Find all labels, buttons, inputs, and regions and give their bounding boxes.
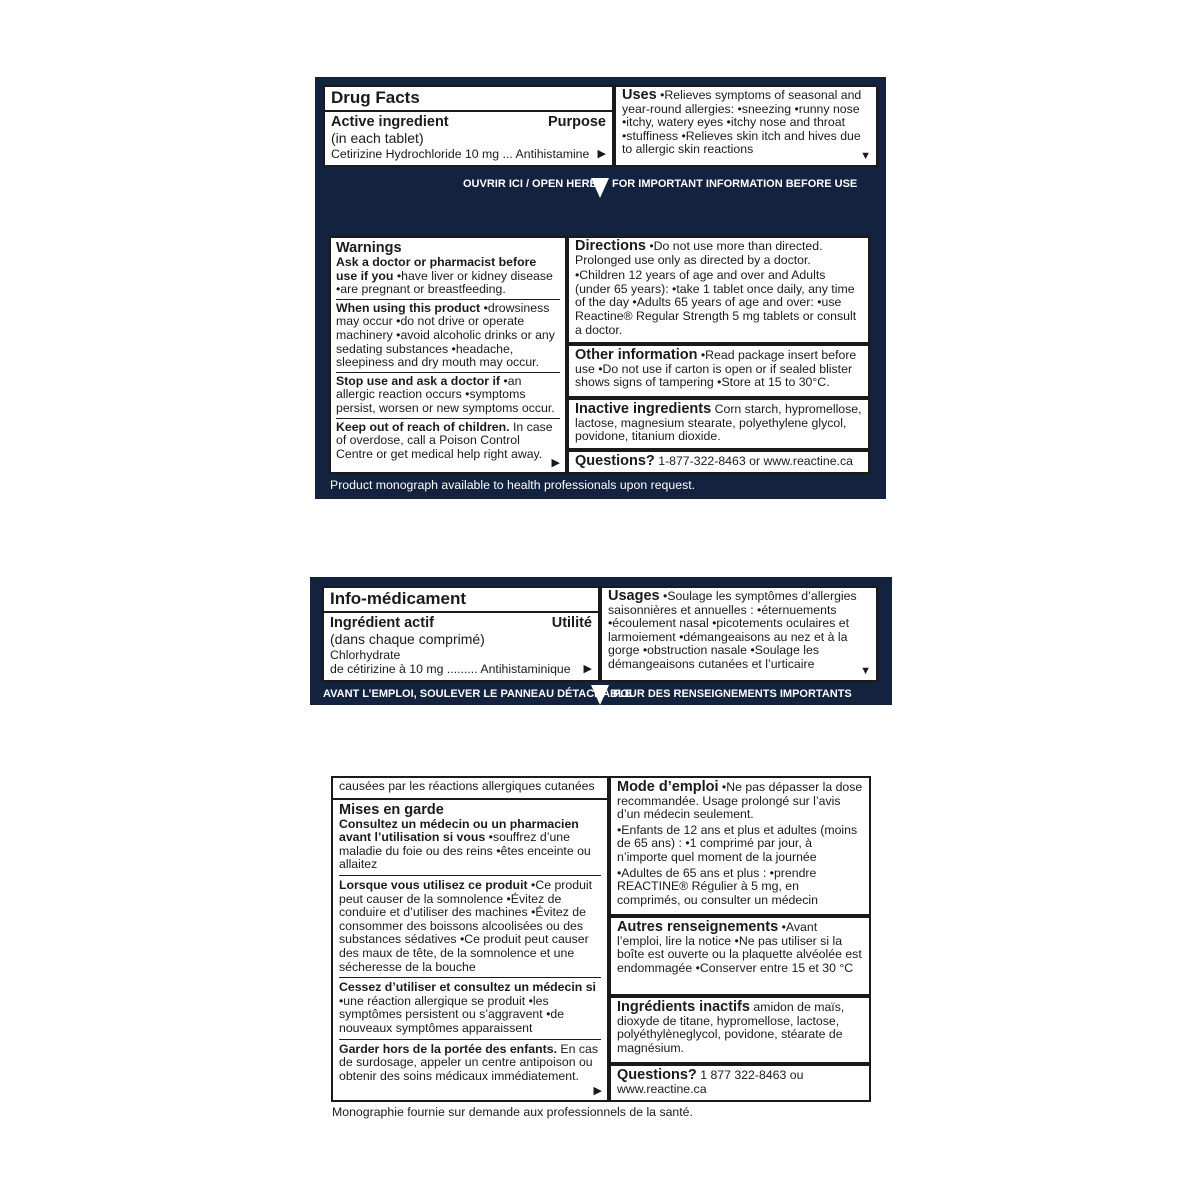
- autres-text: •Avant l’emploi, lire la notice •Ne pas utiliser si la boîte est ouverte ou la plaquette alvéolée est endommagée •Conserver entre 15 et 30 °C: [617, 920, 862, 975]
- lorsque-section: Lorsque vous utilisez ce produit •Ce produit peut causer de la somnolence •Évitez de conduire et d’utiliser des machines •Évitez de consommer des boissons alcoolisées ou des substances sédatives •Ce produit peut causer des maux de tête, de la somnolence et une sécheresse de la bouche: [339, 875, 601, 977]
- mises-en-garde-box: [331, 776, 609, 1102]
- inactive-text: Corn starch, hypromellose, lactose, magnesium stearate, polyethylene glycol, povidone, titanium dioxide.: [575, 402, 862, 444]
- uses-text: •Relieves symptoms of seasonal and year-round allergies: •sneezing •runny nose •itchy, watery eyes •itchy nose and throat •stuffiness •Relieves skin itch and hives due to allergic skin reactions: [622, 88, 862, 157]
- garder-section: Garder hors de la portée des enfants. En cas de surdosage, appeler un centre antipoison ou obtenir des soins médicaux immédiatement.: [339, 1039, 601, 1087]
- usages-box: [600, 586, 878, 682]
- arrow-down-icon: ▼: [860, 665, 871, 677]
- usages-title: Usages: [608, 588, 660, 604]
- banner-renseignements: POUR DES RENSEIGNEMENTS IMPORTANTS: [613, 688, 852, 700]
- ingredients-inactifs-text: amidon de maïs, dioxyde de titane, hypromellose, lactose, polyéthylèneglycol, povidone, stéarate de magnésium.: [617, 1000, 845, 1055]
- info-medicament-title: Info-médicament: [324, 588, 598, 613]
- arrow-right-icon: ▶: [593, 1085, 602, 1097]
- usages-text: •Soulage les symptômes d’allergies saisonnières et annuelles : •éternuements •écoulement nasal •picotements oculaires et larmoiement •démangeaisons au nez et à la gorge •obstruction nasale •Soulage les démangeaisons cutanées et l’urticaire: [608, 589, 857, 671]
- inactive-title: Inactive ingredients: [575, 401, 712, 417]
- ingredient-line: Cetirizine Hydrochloride 10 mg ... Antihistamine: [331, 147, 590, 161]
- in-each-tablet: (in each tablet): [331, 130, 424, 146]
- cessez-section: Cessez d’utiliser et consultez un médecin si •une réaction allergique se produit •les symptômes persistent ou s’aggravent •de nouveaux symptômes apparaissent: [339, 977, 601, 1038]
- utilite-label: Utilité: [551, 615, 592, 631]
- mode-emploi-text-1: •Ne pas dépasser la dose recommandée. Usage prolongé sur l’avis d’un médecin seulement.: [617, 780, 863, 822]
- continued-text: causées par les réactions allergiques cutanées: [339, 779, 595, 793]
- other-info-text: •Read package insert before use •Do not use if carton is open or if sealed blister shows signs of tampering •Store at 15 to 30°C.: [575, 348, 857, 390]
- banner-important-info: FOR IMPORTANT INFORMATION BEFORE USE: [612, 178, 858, 190]
- mode-emploi-text-2: •Enfants de 12 ans et plus et adultes (moins de 65 ans) : •1 comprimé par jour, à n’importe quel moment de la journée: [617, 822, 858, 864]
- keep-out-section: Keep out of reach of children. In case of overdose, call a Poison Control Centre or get medical help right away.: [336, 418, 560, 464]
- ingredient-line-1: Chlorhydrate: [330, 648, 401, 662]
- monographie-note: Monographie fournie sur demande aux professionnels de la santé.: [332, 1105, 693, 1119]
- mises-en-garde-title: Mises en garde: [339, 801, 444, 818]
- other-info-title: Other information: [575, 347, 698, 363]
- dans-chaque-comprime: (dans chaque comprimé): [330, 631, 485, 647]
- banner-avant-emploi: AVANT L’EMPLOI, SOULEVER LE PANNEAU DÉTACHABLE: [323, 688, 633, 700]
- questions-fr-text: 1 877 322-8463 ou www.reactine.ca: [617, 1068, 804, 1096]
- mode-emploi-title: Mode d’emploi: [617, 779, 719, 795]
- when-using-section: When using this product •drowsiness may occur •do not drive or operate machinery •avoid alcoholic drinks or any sedating substances •headache, sleepiness and dry mouth may occur.: [336, 299, 560, 372]
- purpose-label: Purpose: [547, 114, 606, 130]
- directions-title: Directions: [575, 238, 646, 254]
- mode-emploi-box: [609, 776, 871, 916]
- ingredient-line-2: de cétirizine à 10 mg ......... Antihistaminique: [330, 661, 571, 676]
- questions-fr-box: [609, 1064, 871, 1102]
- drug-facts-title: Drug Facts: [325, 87, 612, 112]
- stop-use-section: Stop use and ask a doctor if •an allergic reaction occurs •symptoms persist, worsen or new symptoms occur.: [336, 372, 560, 418]
- warnings-box: [329, 236, 567, 474]
- inactive-box: [567, 398, 870, 450]
- ingredients-inactifs-title: Ingrédients inactifs: [617, 999, 750, 1015]
- questions-box: [567, 450, 870, 474]
- questions-title: Questions?: [575, 453, 655, 469]
- other-info-box: [567, 344, 870, 398]
- active-ingredient-label: Active ingredient: [331, 114, 449, 130]
- consultez-section: Consultez un médecin ou un pharmacien avant l’utilisation si vous •souffrez d’une maladie du foie ou des reins •êtes enceinte ou allaitez: [339, 816, 591, 872]
- warnings-title: Warnings: [336, 240, 402, 256]
- ingredient-actif-label: Ingrédient actif: [330, 615, 434, 631]
- monograph-note: Product monograph available to health professionals upon request.: [330, 478, 696, 492]
- arrow-right-icon: ▶: [583, 662, 592, 675]
- mode-emploi-text-3: •Adultes de 65 ans et plus : •prendre REACTINE® Régulier à 5 mg, en comprimés, ou consulter un médecin: [617, 865, 818, 907]
- arrow-right-icon: ▶: [551, 457, 560, 469]
- directions-text-2: •Children 12 years of age and over and Adults (under 65 years): •take 1 tablet once daily, any time of the day •Adults 65 years of age and over: •use Reactine® Regular Strength 5 mg tablets or consult a doctor.: [575, 268, 857, 337]
- autres-box: [609, 916, 871, 996]
- uses-title: Uses: [622, 87, 657, 103]
- open-arrow-icon: [591, 178, 609, 198]
- drug-facts-box: [323, 85, 614, 167]
- autres-title: Autres renseignements: [617, 919, 779, 935]
- uses-box: [614, 85, 878, 167]
- arrow-right-icon: ▶: [597, 148, 606, 160]
- questions-text: 1-877-322-8463 or www.reactine.ca: [658, 454, 853, 468]
- ingredients-inactifs-box: [609, 996, 871, 1064]
- directions-text-1: •Do not use more than directed. Prolonged use only as directed by a doctor.: [575, 239, 823, 267]
- info-medicament-box: [322, 586, 600, 682]
- questions-fr-title: Questions?: [617, 1067, 697, 1083]
- ask-doctor-section: Ask a doctor or pharmacist before use if you •have liver or kidney disease •are pregnant or breastfeeding.: [336, 255, 553, 297]
- banner-open-here: OUVRIR ICI / OPEN HERE: [463, 178, 597, 190]
- directions-box: [567, 236, 870, 344]
- open-arrow-icon: [591, 685, 609, 705]
- arrow-down-icon: ▼: [860, 150, 871, 162]
